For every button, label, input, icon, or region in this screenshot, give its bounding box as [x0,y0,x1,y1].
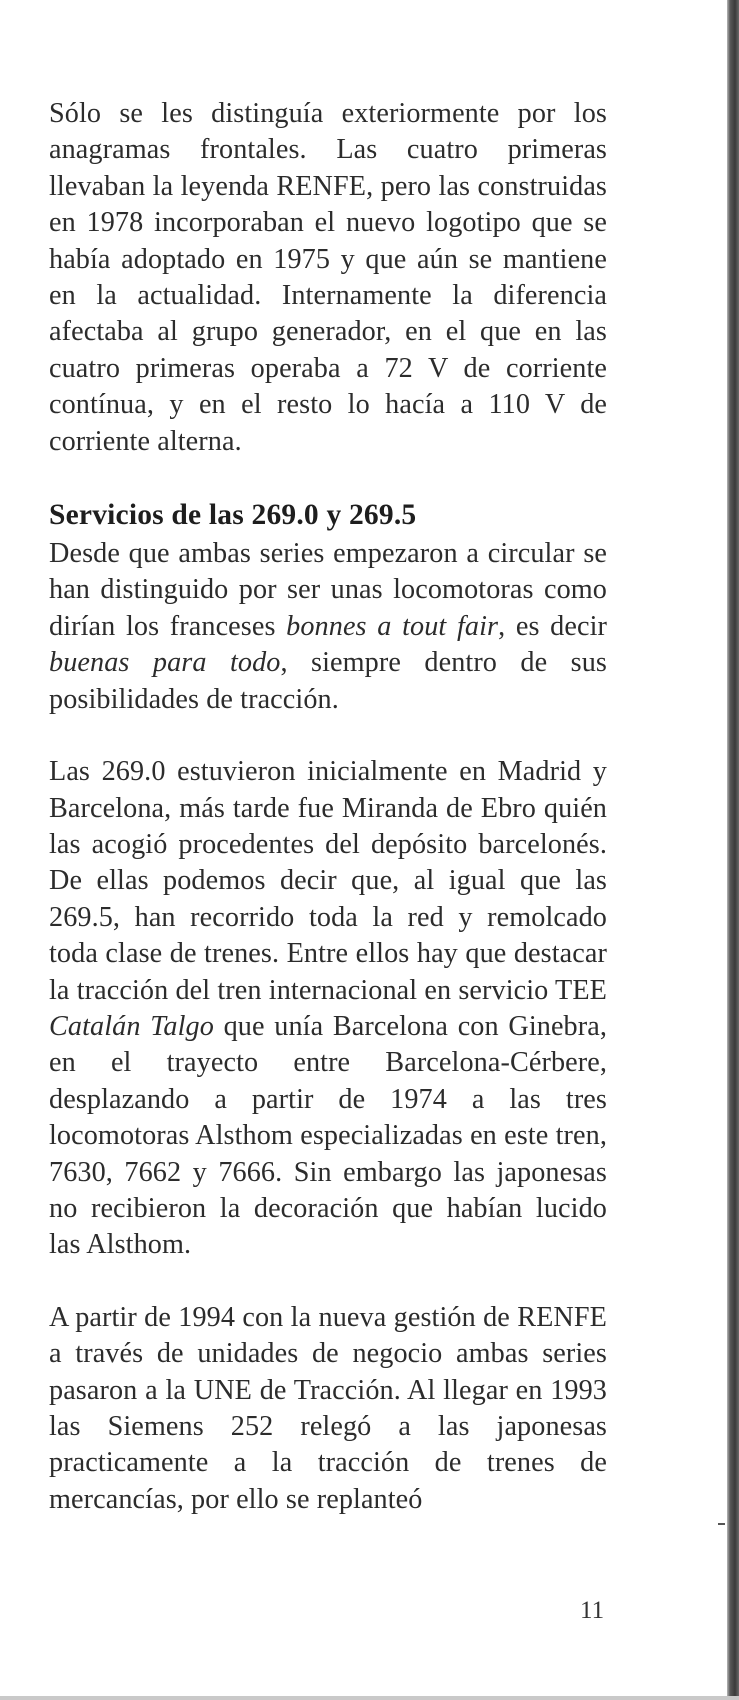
paragraph-servicios-text-2: , es decir [498,610,607,642]
paragraph-anagramas: Sólo se les distinguía exteriormente por los anagramas frontales. Las cuatro primeras llevaban la leyenda RENFE, pero las construidas en 1978 incorporaban el nuevo logotipo que se había adoptado en 1975 y que aún se mantiene en la actualidad. Internamente la diferencia afectaba al grupo generador, en el que en las cuatro primeras operaba a 72 V de corriente contínua, y en el resto lo hacía a 110 V de corriente alterna. [49,98,607,457]
paragraph-servicios-text-1: Desde que ambas series empezaron a circular se han distinguido por ser unas locomotoras como dirían los franceses [49,538,607,642]
paragraph-1994: A partir de 1994 con la nueva gestión de RENFE a través de unidades de negocio ambas series pasaron a la UNE de Tracción. Al llegar en 1993 las Siemens 252 relegó a las japonesas practicamente a la tracción de trenes de mercancías, por ello se replanteó [49,1301,607,1515]
paragraph-269-0-text-1: Las 269.0 estuvieron inicialmente en Madrid y Barcelona, más tarde fue Miranda de Ebro quién las acogió procedentes del depósito barcelonés. De ellas podemos decir que, al igual que las 269.5, han recorrido toda la red y remolcado toda clase de trenes. Entre ellos hay que destacar la tracción del tren internacional en servicio TEE [49,756,607,1006]
paragraph-269-0 [49,754,607,1264]
scan-mark [718,1523,725,1525]
italic-french-phrase: bonnes a tout fair [286,610,499,642]
paragraph-servicios [49,536,607,718]
paragraph-servicios-text-3: , siempre dentro de sus posibilidades de tracción. [49,647,607,715]
page-number: 11 [580,1597,605,1624]
paragraph-269-0-text-2: que unía Barcelona con Ginebra, en el trayecto entre Barcelona-Cérbere, desplazando a partir de 1974 a las tres locomotoras Alsthom especializadas en este tren, 7630, 7662 y 7666. Sin embargo las japonesas no recibieron la decoración que habían lucido las Alsthom. [49,1010,607,1261]
italic-spanish-phrase: buenas para todo [49,647,281,679]
scan-bottom-edge [0,1696,739,1700]
section-heading: Servicios de las 269.0 y 269.5 [49,499,417,532]
scan-page-edge [727,0,739,1700]
italic-train-name: Catalán Talgo [49,1010,214,1042]
page-body-text [49,96,607,1518]
